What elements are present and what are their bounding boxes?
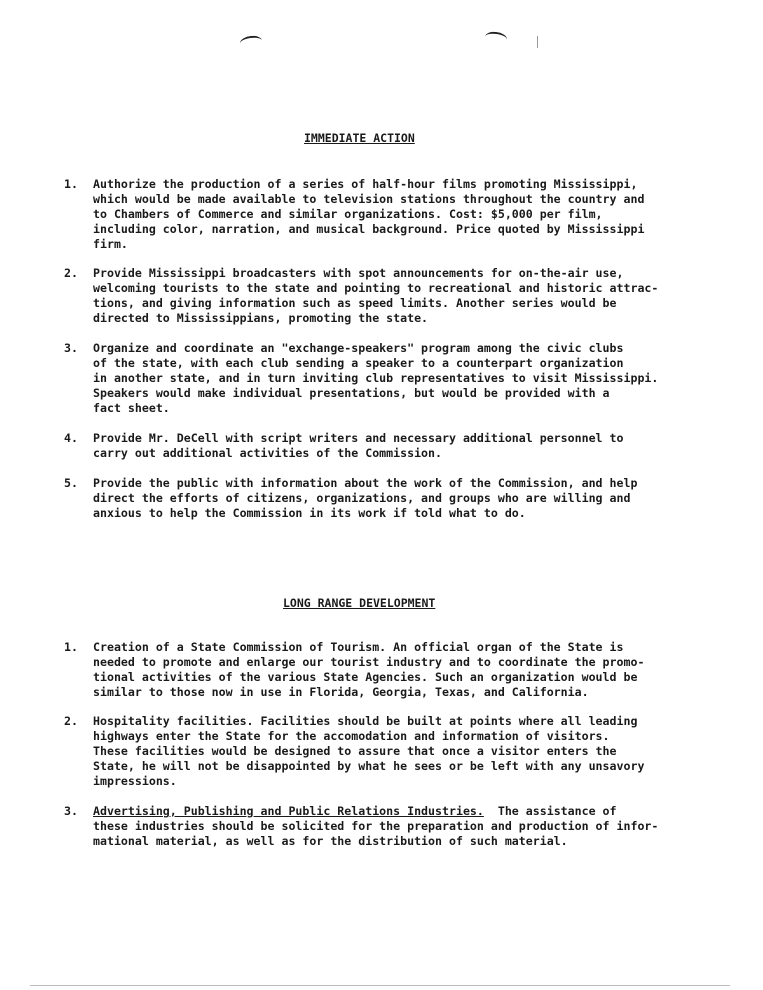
text-line: of the state, with each club sending a speaker to a counterpart organization bbox=[93, 356, 624, 370]
margin-tick-mark bbox=[537, 36, 538, 48]
text-line bbox=[93, 804, 704, 819]
bottom-edge-line bbox=[30, 985, 730, 986]
text-line: Hospitality facilities. Facilities should be built at points where all leading bbox=[93, 714, 638, 728]
text-line: Authorize the production of a series of half-hour films promoting Mississippi, bbox=[93, 177, 638, 191]
text-line: directed to Mississippians, promoting the state. bbox=[93, 311, 429, 325]
text-line: Organize and coordinate an "exchange-speakers" program among the civic clubs bbox=[93, 341, 624, 355]
item-text bbox=[93, 476, 704, 521]
text-line: Provide Mississippi broadcasters with spot announcements for on-the-air use, bbox=[93, 266, 624, 280]
section-heading-immediate-action: IMMEDIATE ACTION bbox=[304, 131, 415, 145]
item-text bbox=[93, 431, 704, 461]
text-line: These facilities would be designed to assure that once a visitor enters the bbox=[93, 744, 617, 758]
item-number: 1. bbox=[64, 177, 78, 191]
lead-rest-text: The assistance of bbox=[483, 804, 617, 818]
item-number: 4. bbox=[64, 431, 78, 445]
item-number: 1. bbox=[64, 640, 78, 654]
underlined-lead-text: Advertising, Publishing and Public Relations Industries. bbox=[93, 804, 484, 818]
text-line: welcoming tourists to the state and pointing to recreational and historic attrac- bbox=[93, 281, 659, 295]
immediate-action-item-1 bbox=[64, 177, 704, 252]
long-range-item-1 bbox=[64, 640, 704, 700]
item-text bbox=[93, 177, 704, 252]
text-line: carry out additional activities of the Commission. bbox=[93, 446, 443, 460]
punch-hole-mark-right bbox=[484, 31, 507, 46]
item-number: 3. bbox=[64, 341, 78, 355]
immediate-action-item-2 bbox=[64, 266, 704, 326]
text-line: needed to promote and enlarge our tourist industry and to coordinate the promo- bbox=[93, 655, 645, 669]
text-line: tions, and giving information such as speed limits. Another series would be bbox=[93, 296, 617, 310]
text-line: Provide the public with information about the work of the Commission, and help bbox=[93, 476, 638, 490]
text-line: impressions. bbox=[93, 774, 177, 788]
item-number: 3. bbox=[64, 804, 78, 818]
immediate-action-item-3 bbox=[64, 341, 704, 416]
text-line: these industries should be solicited for the preparation and production of infor- bbox=[93, 819, 659, 833]
punch-hole-mark-left bbox=[239, 35, 262, 50]
text-line: tional activities of the various State Agencies. Such an organization would be bbox=[93, 670, 638, 684]
text-line: Speakers would make individual presentations, but would be provided with a bbox=[93, 386, 610, 400]
text-line: similar to those now in use in Florida, Georgia, Texas, and California. bbox=[93, 685, 589, 699]
text-line: which would be made available to television stations throughout the country and bbox=[93, 192, 645, 206]
item-text bbox=[93, 341, 704, 416]
text-line: anxious to help the Commission in its work if told what to do. bbox=[93, 506, 526, 520]
text-line: Creation of a State Commission of Tourism. An official organ of the State is bbox=[93, 640, 624, 654]
text-line: mational material, as well as for the distribution of such material. bbox=[93, 834, 568, 848]
text-line: State, he will not be disappointed by what he sees or be left with any unsavory bbox=[93, 759, 645, 773]
text-line: direct the efforts of citizens, organizations, and groups who are willing and bbox=[93, 491, 631, 505]
item-text bbox=[93, 714, 704, 789]
item-text bbox=[93, 640, 704, 700]
text-line: highways enter the State for the accomodation and information of visitors. bbox=[93, 729, 610, 743]
long-range-item-3 bbox=[64, 804, 704, 849]
item-text bbox=[93, 266, 704, 326]
text-line: including color, narration, and musical background. Price quoted by Mississippi bbox=[93, 222, 645, 236]
immediate-action-item-4 bbox=[64, 431, 704, 461]
text-line: firm. bbox=[93, 237, 128, 251]
text-line: fact sheet. bbox=[93, 401, 170, 415]
section-heading-long-range-development: LONG RANGE DEVELOPMENT bbox=[283, 596, 436, 610]
item-text bbox=[93, 804, 704, 849]
item-number: 2. bbox=[64, 714, 78, 728]
text-line: to Chambers of Commerce and similar organizations. Cost: $5,000 per film, bbox=[93, 207, 603, 221]
text-line: Provide Mr. DeCell with script writers and necessary additional personnel to bbox=[93, 431, 624, 445]
long-range-item-2 bbox=[64, 714, 704, 789]
text-line: in another state, and in turn inviting club representatives to visit Mississippi. bbox=[93, 371, 659, 385]
item-number: 5. bbox=[64, 476, 78, 490]
immediate-action-item-5 bbox=[64, 476, 704, 521]
item-number: 2. bbox=[64, 266, 78, 280]
